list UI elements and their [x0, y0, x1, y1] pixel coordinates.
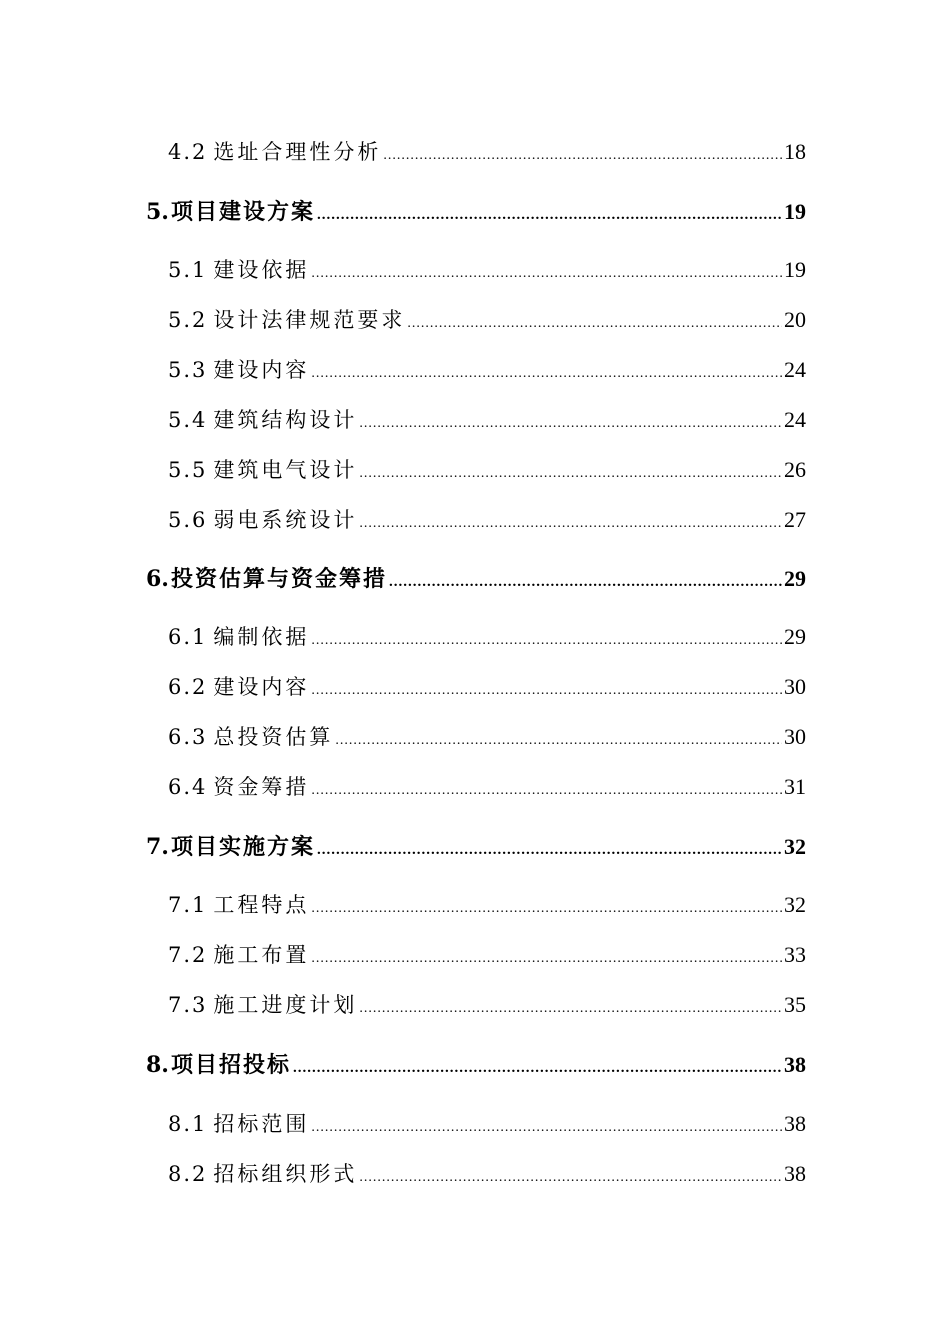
toc-entry-title: 项目建设方案: [170, 199, 315, 225]
toc-entry-number: 5.5: [168, 458, 208, 482]
toc-entry-number: 5.6: [168, 508, 208, 532]
toc-dot-leader: [311, 951, 782, 967]
toc-dot-leader: [311, 901, 782, 917]
toc-entry-title: 设计法律规范要求: [213, 308, 406, 332]
toc-dot-leader: [293, 1060, 782, 1077]
toc-entry-title: 资金筹措: [213, 775, 310, 799]
toc-entry-title: 选址合理性分析: [213, 140, 382, 164]
toc-section-5[interactable]: [146, 195, 806, 226]
toc-dot-leader: [383, 148, 782, 164]
toc-entry-6-4[interactable]: [168, 771, 806, 801]
toc-entry-page: 26: [784, 457, 806, 482]
toc-entry-title: 工程特点: [213, 893, 310, 917]
toc-dot-leader: [389, 574, 782, 591]
toc-entry-page: 30: [784, 674, 806, 699]
toc-dot-leader: [311, 1120, 782, 1136]
toc-entry-number: 5.2: [168, 308, 208, 332]
toc-entry-title: 项目招投标: [170, 1052, 291, 1078]
toc-entry-8-1[interactable]: [168, 1108, 806, 1138]
toc-entry-number: 7.: [146, 834, 169, 860]
toc-entry-title: 施工布置: [213, 943, 310, 967]
toc-entry-number: 6.: [146, 566, 169, 592]
toc-dot-leader: [311, 266, 782, 282]
toc-section-8[interactable]: [146, 1048, 806, 1079]
toc-entry-5-5[interactable]: [168, 454, 806, 484]
toc-entry-page: 30: [784, 724, 806, 749]
toc-entry-number: 7.3: [168, 993, 208, 1017]
toc-entry-5-4[interactable]: [168, 404, 806, 434]
toc-dot-leader: [359, 516, 782, 532]
toc-dot-leader: [317, 842, 782, 859]
toc-dot-leader: [359, 1170, 782, 1186]
toc-entry-number: 5.1: [168, 258, 208, 282]
toc-entry-title: 招标范围: [213, 1112, 310, 1136]
toc-entry-7-3[interactable]: [168, 989, 806, 1019]
toc-entry-number: 6.3: [168, 725, 208, 749]
toc-entry-page: 24: [784, 407, 806, 432]
toc-entry-title: 建设内容: [213, 675, 310, 699]
toc-entry-page: 19: [784, 257, 806, 282]
toc-entry-page: 27: [784, 507, 806, 532]
toc-entry-page: 29: [784, 566, 806, 591]
toc-dot-leader: [335, 733, 782, 749]
toc-dot-leader: [407, 316, 782, 332]
toc-entry-number: 4.2: [168, 140, 208, 164]
toc-entry-title: 投资估算与资金筹措: [170, 566, 387, 592]
toc-dot-leader: [359, 1001, 782, 1017]
toc-entry-7-2[interactable]: [168, 939, 806, 969]
toc-entry-number: 5.: [146, 199, 169, 225]
toc-entry-6-2[interactable]: [168, 671, 806, 701]
toc-entry-title: 施工进度计划: [213, 993, 358, 1017]
toc-entry-number: 6.4: [168, 775, 208, 799]
toc-section-7[interactable]: [146, 830, 806, 861]
toc-entry-title: 编制依据: [213, 625, 310, 649]
toc-entry-page: 19: [784, 199, 806, 224]
toc-entry-5-3[interactable]: [168, 354, 806, 384]
toc-section-6[interactable]: [146, 562, 806, 593]
toc-entry-number: 8.: [146, 1052, 169, 1078]
toc-entry-4-2[interactable]: [168, 136, 806, 166]
toc-entry-5-2[interactable]: [168, 304, 806, 334]
toc-entry-page: 18: [784, 139, 806, 164]
toc-dot-leader: [311, 366, 782, 382]
toc-dot-leader: [359, 416, 782, 432]
toc-entry-number: 6.1: [168, 625, 208, 649]
toc-entry-6-1[interactable]: [168, 621, 806, 651]
toc-dot-leader: [311, 633, 782, 649]
toc-entry-8-2[interactable]: [168, 1158, 806, 1188]
toc-entry-title: 建筑电气设计: [213, 458, 358, 482]
toc-entry-title: 项目实施方案: [170, 834, 315, 860]
toc-entry-page: 35: [784, 992, 806, 1017]
toc-entry-5-6[interactable]: [168, 504, 806, 534]
toc-entry-title: 建设内容: [213, 358, 310, 382]
toc-entry-page: 33: [784, 942, 806, 967]
toc-entry-number: 7.1: [168, 893, 208, 917]
toc-entry-number: 6.2: [168, 675, 208, 699]
toc-entry-number: 5.4: [168, 408, 208, 432]
toc-entry-page: 24: [784, 357, 806, 382]
toc-dot-leader: [359, 466, 782, 482]
toc-dot-leader: [311, 783, 782, 799]
toc-entry-7-1[interactable]: [168, 889, 806, 919]
toc-entry-number: 8.2: [168, 1162, 208, 1186]
toc-entry-title: 弱电系统设计: [213, 508, 358, 532]
toc-entry-number: 5.3: [168, 358, 208, 382]
toc-dot-leader: [317, 207, 782, 224]
toc-entry-page: 38: [784, 1161, 806, 1186]
toc-entry-title: 招标组织形式: [213, 1162, 358, 1186]
toc-entry-number: 7.2: [168, 943, 208, 967]
toc-entry-title: 建设依据: [213, 258, 310, 282]
toc-entry-number: 8.1: [168, 1112, 208, 1136]
toc-entry-5-1[interactable]: [168, 254, 806, 284]
toc-dot-leader: [311, 683, 782, 699]
toc-entry-page: 20: [784, 307, 806, 332]
toc-entry-title: 总投资估算: [213, 725, 334, 749]
toc-entry-page: 38: [784, 1111, 806, 1136]
toc-entry-page: 32: [784, 834, 806, 859]
toc-entry-title: 建筑结构设计: [213, 408, 358, 432]
toc-entry-page: 29: [784, 624, 806, 649]
toc-entry-page: 32: [784, 892, 806, 917]
toc-entry-page: 31: [784, 774, 806, 799]
toc-entry-page: 38: [784, 1052, 806, 1077]
toc-entry-6-3[interactable]: [168, 721, 806, 751]
